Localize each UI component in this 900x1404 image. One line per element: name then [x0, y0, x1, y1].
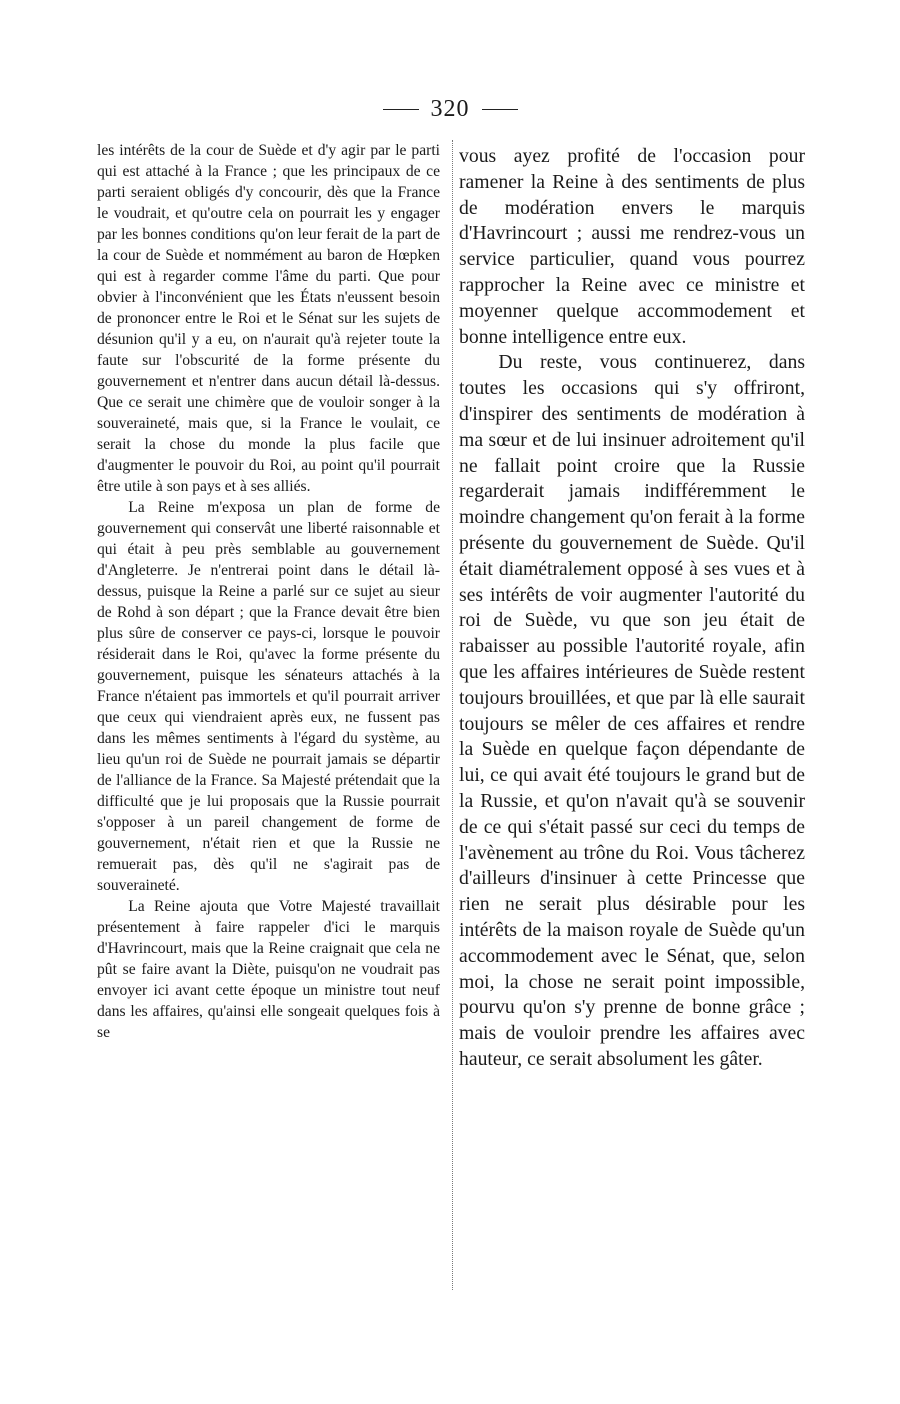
page-number: 320 — [430, 95, 470, 122]
left-paragraph-2: La Reine m'exposa un plan de forme de gouvernement qui conservât une liberté raisonnable et qui était à peu près semblable au gouvernement d'Angleterre. Je n'entrerai point dans le détail là-dessus, puisque la Reine a parlé sur ce sujet au sieur de Rohd à son départ ; que la France devait être bien plus sûre de conserver ce pays-ci, lorsque le pouvoir résiderait dans le Roi, qu'avec la forme présente du gouvernement, puisque les sénateurs attachés à la France n'étaient pas immortels et qu'il pourrait arriver que ceux qui viendraient après eux, ne fussent pas dans les mêmes sentiments à l'égard du système, au lieu qu'un roi de Suède ne pourrait jamais se départir de l'alliance de la France. Sa Majesté prétendait que la difficulté que je lui proposais que la Russie pourrait s'opposer à un pareil changement de forme de gouvernement, n'était rien et que la Russie ne remuerait pas, dès qu'il ne s'agirait pas de souveraineté. — [97, 499, 440, 894]
header-rule-right — [482, 109, 518, 110]
right-column — [459, 144, 805, 1073]
right-paragraph-1: vous ayez profité de l'occasion pour ramener la Reine à des sentiments de plus de modération envers le marquis d'Havrincourt ; aussi me rendrez-vous un service particulier, quand vous pourrez rapprocher la Reine avec ce ministre et moyenner quelque accommodement et bonne intelligence entre eux. — [459, 145, 805, 348]
column-divider — [452, 140, 453, 1290]
header-rule-left — [383, 109, 419, 110]
left-column — [97, 140, 440, 1043]
left-paragraph-1: les intérêts de la cour de Suède et d'y agir par le parti qui est attaché à la France ; que les principaux de ce parti seraient obligés d'y concourir, dès que la France le voudrait, et qu'outre cela on pourrait les y engager par les bonnes conditions qu'on leur ferait de la part de la cour de Suède et nommément au baron de Hœpken qui est à regarder comme l'âme du parti. Que pour obvier à l'inconvénient que les États n'eussent besoin de prononcer entre le Roi et le Sénat sur les sujets de désunion qu'il y a eu, on n'aurait qu'à rejeter toute la faute sur l'obscurité de la forme présente du gouvernement et n'entrer dans aucun détail là-dessus. Que ce serait une chimère que de vouloir songer à la souveraineté, mais que, si la France le voulait, ce serait la chose du monde la plus facile que d'augmenter le pouvoir du Roi, au point qu'il pourrait être utile à son pays et à ses alliés. — [97, 142, 440, 495]
page-header — [0, 94, 900, 124]
left-paragraph-3: La Reine ajouta que Votre Majesté travaillait présentement à faire rappeler d'ici le marquis d'Havrincourt, mais que la Reine craignait que cela ne pût se faire avant la Diète, puisqu'on ne voudrait pas envoyer ici avant cette époque un ministre tout neuf dans les affaires, qu'ainsi elle songeait quelques fois à se — [97, 898, 440, 1041]
right-paragraph-2: Du reste, vous continuerez, dans toutes les occasions qui s'y offriront, d'inspirer des sentiments de modération à ma sœur et de lui insinuer adroitement qu'il ne fallait point croire que la Russie regarderait jamais indifféremment le moindre changement qu'on ferait à la forme présente du gouvernement de Suède. Qu'il était diamétralement opposé à ses vues et à ses intérêts de voir augmenter l'autorité du roi de Suède, vu que son jeu était de rabaisser au possible l'autorité royale, afin que les affaires intérieures de Suède restent toujours brouillées, et que par là elle saurait toujours se mêler de ces affaires et rendre la Suède en quelque façon dépendante de lui, ce qui avait été toujours le grand but de la Russie, et qu'on n'avait qu'à se souvenir de ce qui s'était passé sur ceci du temps de l'avènement au trône du Roi. Vous tâcherez d'ailleurs d'insinuer à cette Princesse que rien ne serait plus désirable pour les intérêts de la maison royale de Suède qu'un accommodement avec le Sénat, que, selon moi, la chose ne serait point impossible, pourvu qu'on s'y prenne de bonne grâce ; mais de vouloir prendre les affaires avec hauteur, ce serait absolument les gâter. — [459, 351, 805, 1070]
